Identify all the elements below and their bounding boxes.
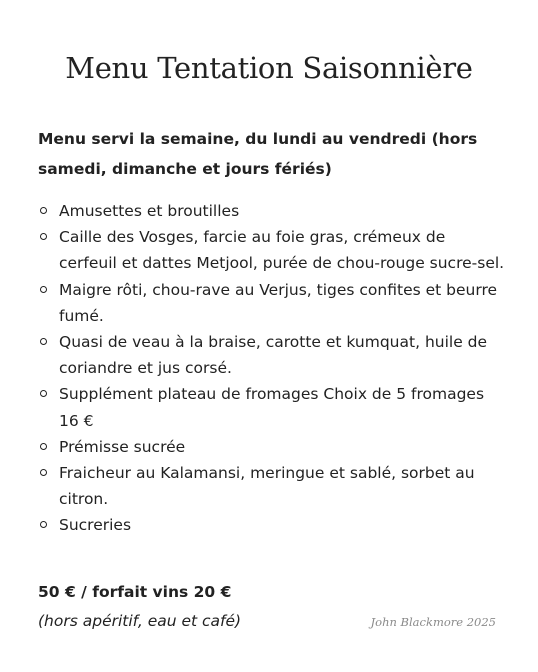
- list-item: [38, 512, 508, 538]
- list-item: [38, 381, 508, 433]
- signature-credit: John Blackmore 2025: [370, 615, 496, 629]
- list-item-text: Sucreries: [59, 516, 132, 535]
- menu-course-list: [38, 198, 508, 539]
- list-item: [38, 224, 508, 276]
- circle-bullet-icon: [40, 390, 47, 397]
- circle-bullet-icon: [40, 469, 47, 476]
- list-item: [38, 277, 508, 329]
- list-item: [38, 460, 508, 512]
- list-item-text: Prémisse sucrée: [59, 437, 186, 456]
- circle-bullet-icon: [40, 443, 47, 450]
- list-item-text: Caille des Vosges, farcie au foie gras, crémeux de cerfeuil et dattes Metjool, purée de chou-rouge sucre-sel.: [59, 228, 505, 273]
- circle-bullet-icon: [40, 286, 47, 293]
- list-item-text: Supplément plateau de fromages Choix de 5 fromages 16 €: [59, 385, 485, 430]
- circle-bullet-icon: [40, 338, 47, 345]
- list-item-text: Maigre rôti, chou-rave au Verjus, tiges confites et beurre fumé.: [59, 280, 498, 325]
- price-exclusions-note: (hors apéritif, eau et café): [38, 612, 242, 630]
- circle-bullet-icon: [40, 207, 47, 214]
- page-title: Menu Tentation Saisonnière: [65, 51, 473, 85]
- menu-price: 50 € / forfait vins 20 €: [38, 583, 232, 601]
- list-item: [38, 329, 508, 381]
- list-item-text: Fraicheur au Kalamansi, meringue et sablé, sorbet au citron.: [59, 464, 475, 509]
- list-item-text: Amusettes et broutilles: [59, 202, 240, 220]
- circle-bullet-icon: [40, 233, 47, 240]
- list-item: [38, 198, 508, 224]
- list-item-text: Quasi de veau à la braise, carotte et kumquat, huile de coriandre et jus corsé.: [59, 333, 488, 378]
- circle-bullet-icon: [40, 521, 47, 528]
- list-item: [38, 434, 508, 460]
- menu-availability-note: Menu servi la semaine, du lundi au vendredi (hors samedi, dimanche et jours fériés): [38, 130, 478, 178]
